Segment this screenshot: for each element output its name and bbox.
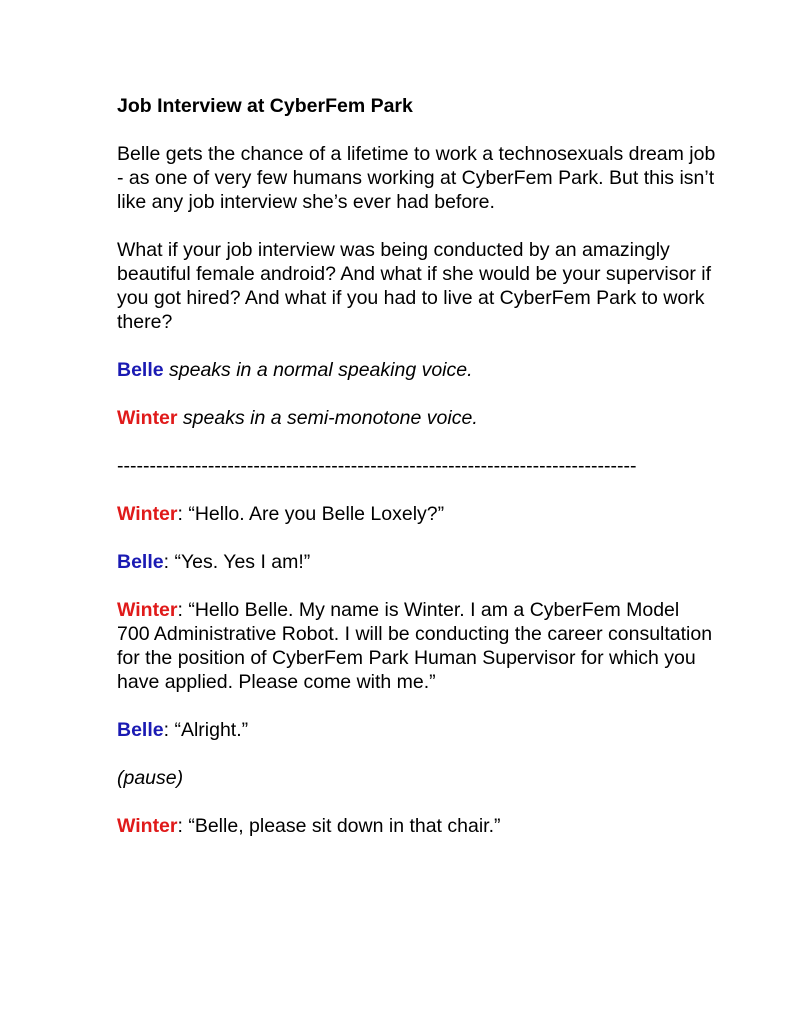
dialogue-line [117, 550, 717, 574]
speaker-name-winter: Winter [117, 407, 178, 429]
dialogue-line [117, 598, 717, 694]
cast-note-winter [117, 406, 717, 430]
speaker-name: Winter [117, 503, 178, 525]
dialogue-line [117, 718, 717, 742]
dialogue-text: : “Alright.” [163, 719, 249, 741]
dialogue-text: : “Hello. Are you Belle Loxely?” [177, 503, 445, 525]
document-page [117, 94, 717, 862]
cast-desc-winter: speaks in a semi-monotone voice. [177, 407, 478, 429]
cast-desc-belle: speaks in a normal speaking voice. [163, 359, 473, 381]
speaker-name: Belle [117, 719, 164, 741]
dialogue-text: : “Hello Belle. My name is Winter. I am a CyberFem Model 700 Administrative Robot. I will be conducting the career consultation for the position of CyberFem Park Human Supervisor for which you have applied. Please come with me.” [117, 599, 713, 693]
dialogue-text: : “Belle, please sit down in that chair.” [177, 815, 501, 837]
stage-direction: (pause) [117, 767, 184, 789]
document-title: Job Interview at CyberFem Park [117, 95, 413, 117]
cast-note-belle [117, 358, 717, 382]
section-divider: -------------------------------------------------------------------------------- [117, 455, 637, 477]
speaker-name: Winter [117, 815, 178, 837]
speaker-name-belle: Belle [117, 359, 164, 381]
intro-paragraph-2: What if your job interview was being conducted by an amazingly beautiful female android? And what if she would be your supervisor if you got hired? And what if you had to live at CyberFem Park to work there? [117, 239, 712, 333]
dialogue-line [117, 502, 717, 526]
intro-paragraph-1: Belle gets the chance of a lifetime to work a technosexuals dream job - as one of very few humans working at CyberFem Park. But this isn’t like any job interview she’s ever had before. [117, 143, 716, 213]
speaker-name: Winter [117, 599, 178, 621]
dialogue-text: : “Yes. Yes I am!” [163, 551, 311, 573]
dialogue-line [117, 814, 717, 838]
speaker-name: Belle [117, 551, 164, 573]
